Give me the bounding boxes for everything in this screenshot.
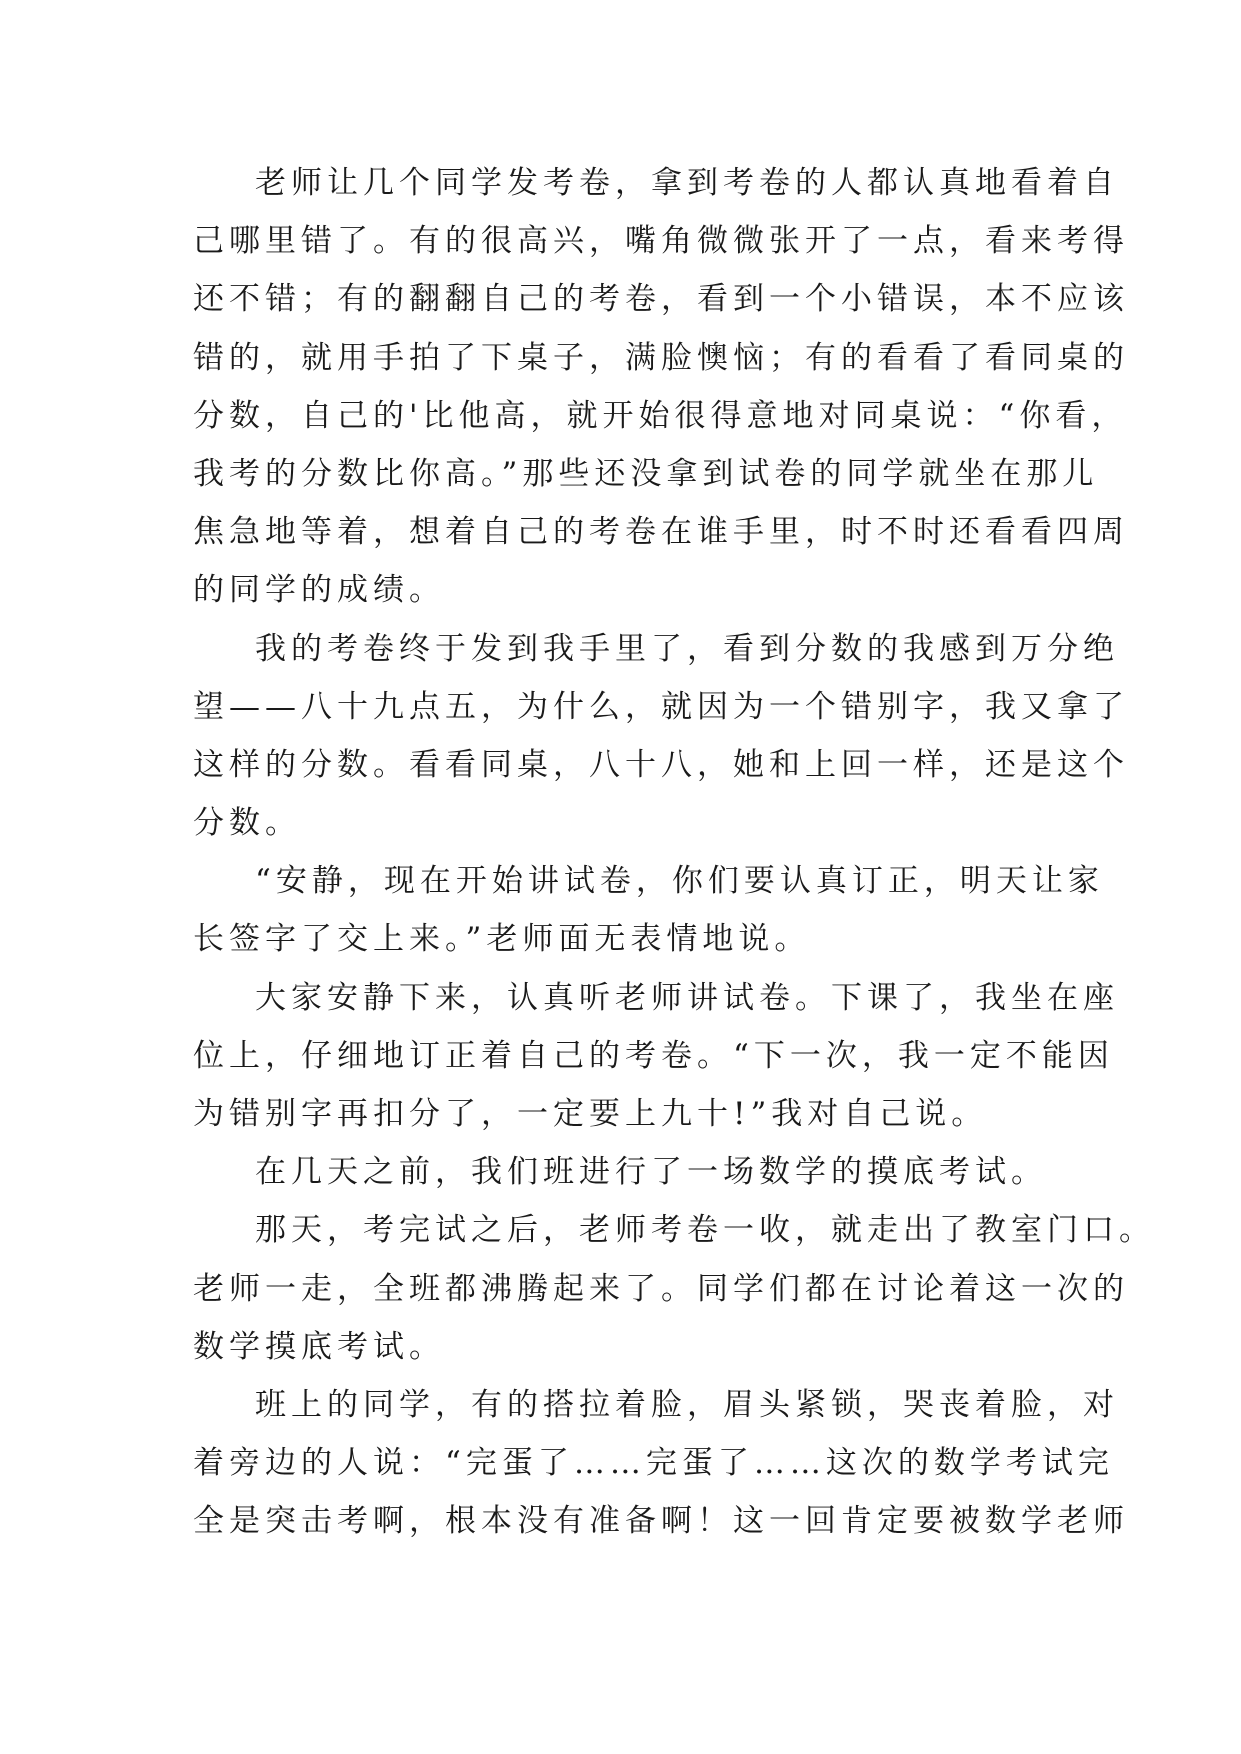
text-line: 长签字了交上来。”老师面无表情地说。 [193, 921, 811, 958]
text-line: 着旁边的人说：“完蛋了……完蛋了……这次的数学考试完 [193, 1445, 1114, 1482]
text-line: 那天，考完试之后，老师考卷一收，就走出了教室门口。 [255, 1212, 1155, 1249]
text-line: 大家安静下来，认真听老师讲试卷。下课了，我坐在座 [255, 979, 1119, 1016]
text-line: 老师一走，全班都沸腾起来了。同学们都在讨论着这一次的 [193, 1270, 1129, 1307]
text-line: 在几天之前，我们班进行了一场数学的摸底考试。 [255, 1154, 1047, 1191]
text-line: 分数，自己的'比他高，就开始很得意地对同桌说：“你看， [193, 397, 1128, 434]
text-line: “安静，现在开始讲试卷，你们要认真订正，明天让家 [255, 863, 1104, 900]
text-line: 班上的同学，有的搭拉着脸，眉头紧锁，哭丧着脸，对 [255, 1386, 1119, 1423]
text-line: 望——八十九点五，为什么，就因为一个错别字，我又拿了 [193, 688, 1129, 725]
text-line: 还不错；有的翻翻自己的考卷，看到一个小错误，本不应该 [193, 281, 1129, 318]
text-line: 为错别字再扣分了，一定要上九十!”我对自己说。 [193, 1096, 988, 1132]
text-line: 这样的分数。看看同桌，八十八，她和上回一样，还是这个 [193, 746, 1129, 783]
text-line: 己哪里错了。有的很高兴，嘴角微微张开了一点，看来考得 [193, 223, 1129, 260]
text-line: 的同学的成绩。 [193, 572, 445, 609]
text-line: 我的考卷终于发到我手里了，看到分数的我感到万分绝 [255, 630, 1119, 667]
text-line: 焦急地等着，想着自己的考卷在谁手里，时不时还看看四周 [193, 514, 1129, 551]
text-line: 数学摸底考试。 [193, 1328, 445, 1365]
text-line: 位上，仔细地订正着自己的考卷。“下一次，我一定不能因 [193, 1037, 1114, 1074]
text-line: 错的，就用手拍了下桌子，满脸懊恼；有的看看了看同桌的 [193, 339, 1129, 376]
text-line: 分数。 [193, 805, 301, 842]
article-body [193, 154, 1155, 1551]
text-line: 我考的分数比你高。”那些还没拿到试卷的同学就坐在那儿 [193, 455, 1099, 492]
text-line: 老师让几个同学发考卷，拿到考卷的人都认真地看着自 [255, 165, 1119, 201]
text-line: 全是突击考啊，根本没有准备啊！这一回肯定要被数学老师 [193, 1503, 1129, 1540]
